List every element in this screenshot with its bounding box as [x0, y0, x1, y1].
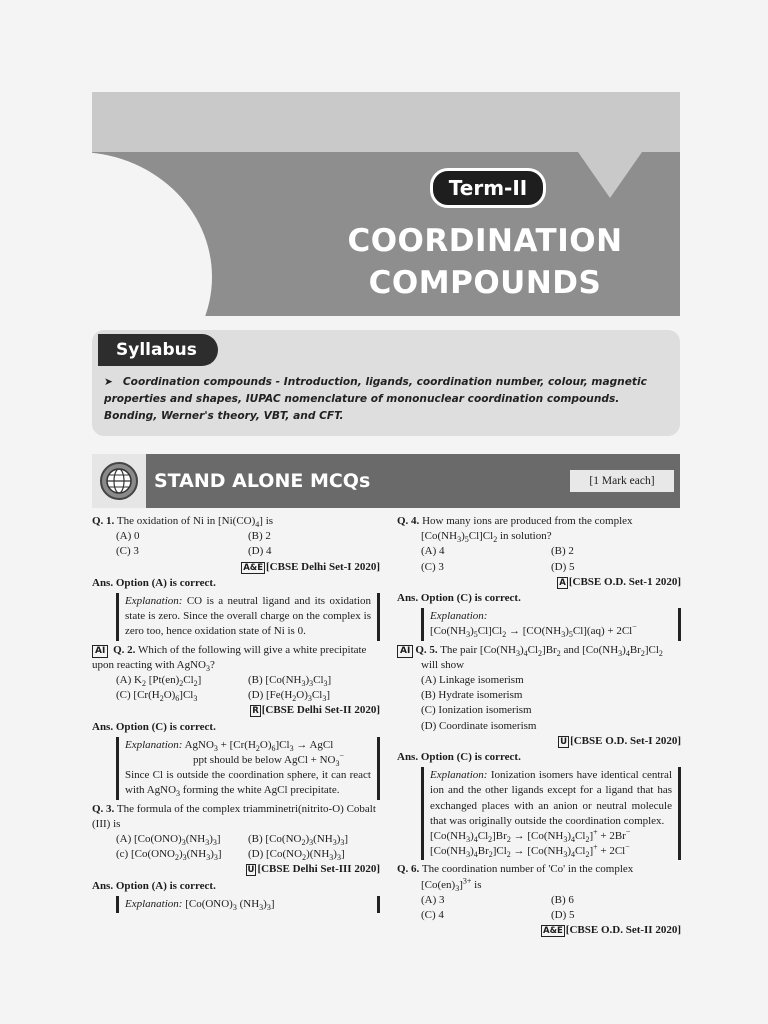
chapter-title-line2: COMPOUNDS — [368, 265, 602, 301]
question-1-answer: Ans. Option (A) is correct. — [92, 576, 216, 589]
question-3-options: (A) $[Co(ONO)_3(NH_3)_3]$ (B) $[Co(NO_2)_3(NH_3)_3]$ (c) $[Co(ONO_2)_3(NH_3)_3]$ (D) $[Co(NO_2)(NH_3)_3]$ — [116, 833, 349, 863]
header-notch — [578, 152, 642, 198]
ai-badge: AI — [92, 645, 108, 658]
question-2-answer: Ans. Option (C) is correct. — [92, 720, 216, 733]
syllabus-heading: Syllabus — [98, 334, 218, 366]
question-1: Q. 1. The oxidation of Ni in $[Ni(CO)_4]$ is — [92, 515, 274, 530]
question-3-source: U [CBSE Delhi Set-III 2020] — [247, 863, 380, 876]
question-6-options: (A) 3 (B) 6 (C) 4 (D) 5 — [421, 893, 575, 922]
globe-icon — [99, 461, 139, 501]
question-4-source: A [CBSE O.D. Set-1 2020] — [559, 575, 681, 588]
question-1-options: (A) 0 (B) 2 (C) 3 (D) 4 — [116, 530, 272, 558]
left-column — [92, 514, 380, 915]
question-3-explanation: Explanation: [$Co(ONO)_3$ $(NH_3)_3$] — [116, 896, 380, 913]
question-1-explanation: Explanation: CO is a neutral ligand and its oxidation state is zero. Since the overall charge on the complex is zero too, hence oxidation state of Ni is 0. — [116, 593, 380, 641]
syllabus-text: ➤ Coordination compounds - Introduction, ligands, coordination number, colour, magnetic properties and shapes, IUPAC nomenclature of mononuclear coordination compounds. Bonding, Werner's theory, VBT, and CFT. — [104, 376, 647, 422]
section-title: STAND ALONE MCQs — [154, 470, 371, 492]
question-4-options: (A) 4 (B) 2 (C) 3 (D) 5 — [421, 545, 575, 573]
question-2-source: R [CBSE Delhi Set-II 2020] — [252, 704, 380, 717]
question-5-source: U [CBSE O.D. Set-I 2020] — [560, 734, 681, 747]
question-3: Q. 3. The formula of the complex triamminetri(nitrito-O) Cobalt (III) is — [92, 802, 376, 830]
bullet-arrow-icon: ➤ — [104, 376, 113, 388]
term-badge: Term-II — [430, 168, 546, 208]
right-column — [397, 514, 681, 938]
question-5: AI Q. 5. The pair $[Co(NH_3)_4Cl_2]Br_2$ and $[Co(NH_3)_4Br_2]Cl_2$ will show — [397, 643, 681, 673]
ai-badge: AI — [397, 645, 413, 658]
question-2-options: (A) $K_2$ $[Pt(en)_2Cl_2]$ (B) $[Co(NH_3)_3Cl_3]$ (C) $[Cr(H_2O)_6]Cl_3$ (D) $[Fe(H_2O)_3Cl_3]$ — [116, 674, 332, 704]
question-4: Q. 4. How many ions are produced from the complex $[Co(NH_3)_5Cl]Cl_2$ in solution? — [397, 515, 633, 545]
marks-label: [1 Mark each] — [570, 470, 674, 492]
chapter-title — [300, 220, 670, 304]
question-2-explanation: Explanation: AgNO$_3$ + $[Cr(H_2O)_6]Cl_3$ → AgCl ppt should be below AgCl + $NO_3^-$ Since Cl is outside the coordination sphere, it can react with AgNO$_3$ forming the white AgCl precipitate. — [116, 737, 380, 800]
question-6: Q. 6. The coordination number of 'Co' in the complex $[Co(en)_3]^{3+}$ is — [397, 863, 634, 893]
question-1-source: A&E [CBSE Delhi Set-I 2020] — [243, 560, 380, 573]
question-5-answer: Ans. Option (C) is correct. — [397, 751, 521, 764]
header-top-band — [92, 92, 680, 152]
question-5-options: (A) Linkage isomerism (B) Hydrate isomerism (C) Ionization isomerism (D) Coordinate isomerism — [421, 674, 537, 732]
question-6-source: A&E [CBSE O.D. Set-II 2020] — [542, 924, 681, 937]
chapter-title-line1: COORDINATION — [347, 223, 623, 259]
question-2: AI Q. 2. Which of the following will give a white precipitate upon reacting with AgNO$_3$? — [92, 643, 367, 674]
question-4-explanation: Explanation: $[Co(NH_3)_5Cl]Cl_2 \to [CO(NH_3)_5Cl](aq) + 2Cl^-$ — [421, 608, 681, 640]
question-3-answer: Ans. Option (A) is correct. — [92, 879, 216, 892]
question-4-answer: Ans. Option (C) is correct. — [397, 592, 521, 605]
question-5-explanation: Explanation: Ionization isomers have identical central ion and the other ligands except for a ligand that has exchanged places with an anion or neutral molecule that was originally outside the coordination complex. $[Co(NH_3)_4Cl_2]Br_2 \to [Co(NH_3)_4Cl_2]^+ + 2Br^-$ $[Co(NH_3)_4Br_2]Cl_2 \to [Co(NH_3)_4Cl_2]^+ + 2Cl^-$ — [421, 767, 681, 860]
